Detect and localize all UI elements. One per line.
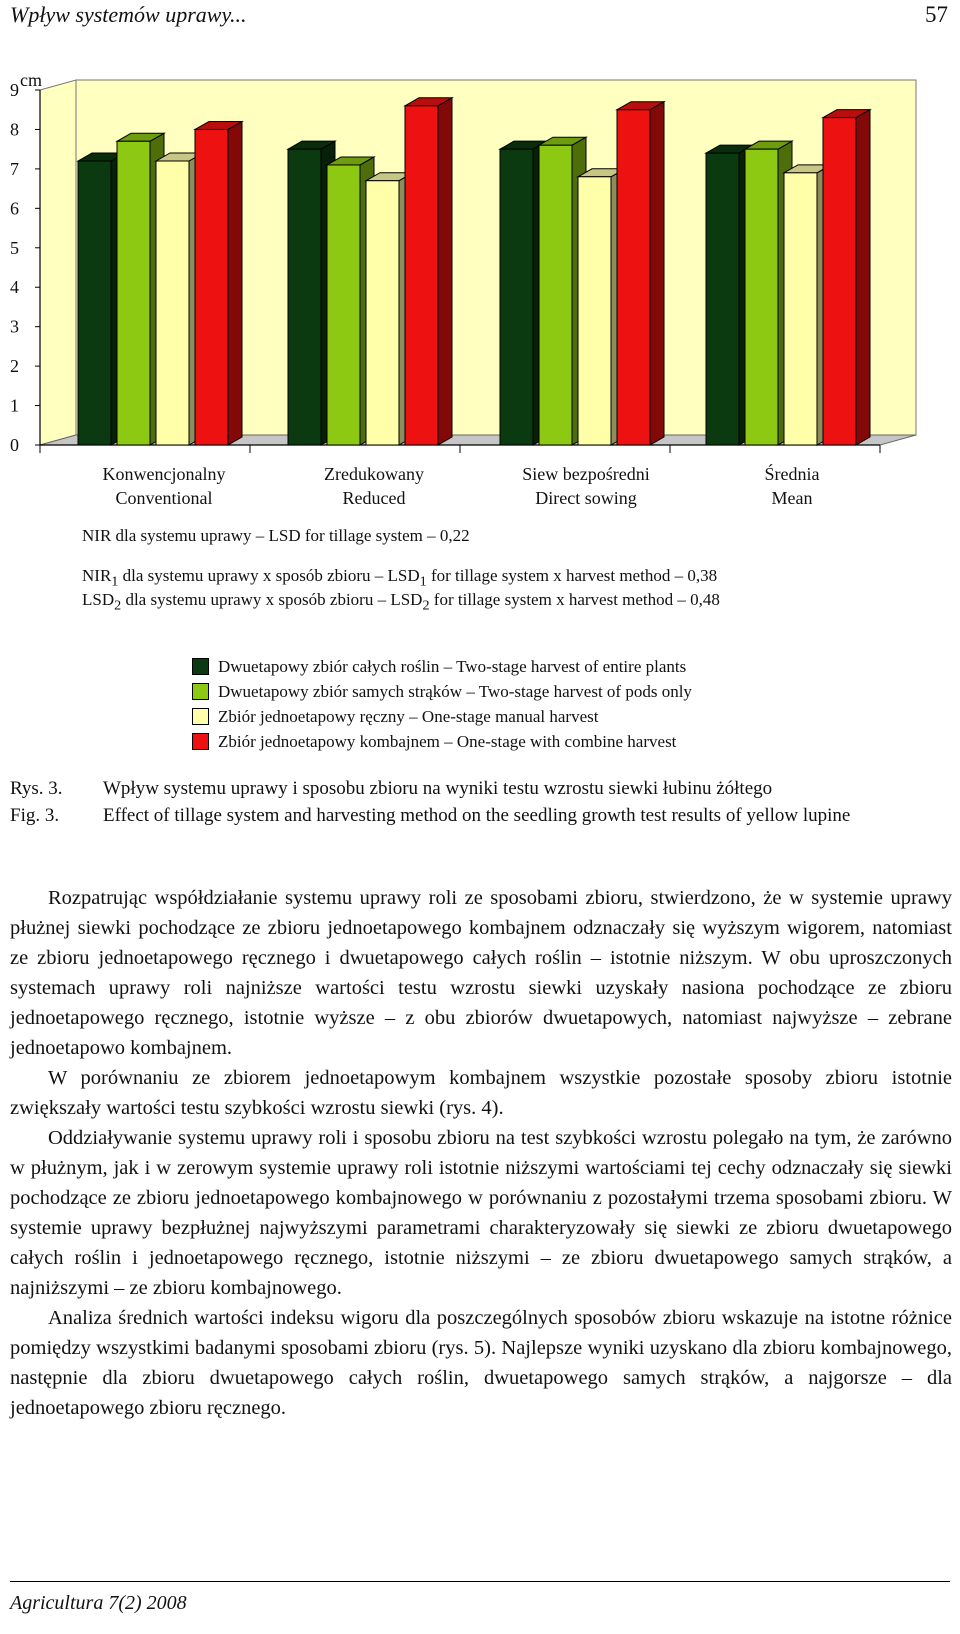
legend-label: Zbiór jednoetapowy ręczny – One-stage manual harvest [218, 707, 599, 726]
bar-side [228, 121, 242, 445]
figure-3 [0, 62, 960, 762]
legend-swatch [192, 658, 209, 675]
y-unit-label: cm [20, 70, 42, 90]
y-tick-label: 4 [10, 277, 19, 298]
paragraph-1: Rozpatrując współdziałanie systemu uprawy roli ze sposobami zbioru, stwierdzono, że w systemie uprawy płużnej siewki pochodzące ze zbioru jednoetapowego kombajnem odznaczały się wyższym wigorem, natomiast ze zbioru jednoetapowego ręcznego i dwuetapowego całych roślin – istotnie niższym. W obu uproszczonych systemach uprawy roli najniższe wartości testu wzrostu siewki uzyskały nasiona pochodzące ze zbioru jednoetapowego ręcznego, istotnie wyższe – z obu zbiorów dwuetapowych, natomiast najwyższe – zebrane jednoetapowo kombajnem. [10, 887, 952, 1059]
bar-1-2 [117, 141, 150, 445]
caption-en [10, 803, 955, 857]
bar-2-3 [366, 181, 399, 445]
page-header [10, 0, 948, 30]
caption-pl [10, 776, 955, 802]
caption-en-text: Effect of tillage system and harvesting method on the seedling growth test results of yellow lupine [103, 805, 851, 826]
y-tick-label: 1 [10, 395, 19, 416]
y-tick-label: 0 [10, 435, 19, 455]
lsd-line-2: $NIR_1$ dla systemu uprawy x sposób zbioru – $LSD_1$ for tillage system x harvest method – 0,38 [82, 566, 718, 590]
category-label-pl: Średnia [764, 464, 820, 484]
bar-4-1 [706, 153, 739, 445]
body-text [10, 883, 952, 1423]
y-tick-label: 9 [10, 80, 19, 100]
legend-swatch [192, 708, 209, 725]
bar-1-4 [195, 129, 228, 445]
bar-side [438, 98, 452, 445]
caption-pl-text: Wpływ systemu uprawy i sposobu zbioru na wyniki testu wzrostu siewki łubinu żółtego [103, 778, 773, 799]
y-tick-label: 8 [10, 119, 19, 140]
plot-side-wall [40, 80, 76, 445]
y-tick-label: 5 [10, 237, 19, 258]
paragraph-2: W porównaniu ze zbiorem jednoetapowym kombajnem wszystkie pozostałe sposoby zbioru istotnie zwiększały wartości testu szybkości wzrostu siewki (rys. 4). [10, 1067, 952, 1119]
lsd-line-3: $LSD_2$ dla systemu uprawy x sposób zbioru – $LSD_2$ for tillage system x harvest method – 0,48 [82, 590, 720, 614]
bar-4-3 [784, 173, 817, 445]
footer-rule [10, 1581, 950, 1582]
bar-side [856, 110, 870, 445]
bar-2-2 [327, 165, 360, 445]
paragraph-4: Analiza średnich wartości indeksu wigoru dla poszczególnych sposobów zbioru wskazuje na istotne różnice pomiędzy wszystkimi badanymi sposobami zbioru (rys. 5). Najlepsze wyniki uzyskano dla zbioru kombajnowego, następnie dla zbioru dwuetapowego całych roślin, dwuetapowego samych strąków, a najgorsze – dla jednoetapowego zbioru ręcznego. [10, 1307, 952, 1419]
category-label-en: Direct sowing [535, 488, 637, 508]
running-title: Wpływ systemów uprawy... [10, 2, 247, 27]
bar-side [650, 102, 664, 445]
legend-swatch [192, 683, 209, 700]
bar-1-1 [78, 161, 111, 445]
bar-1-3 [156, 161, 189, 445]
category-label-en: Reduced [342, 488, 406, 508]
y-tick-label: 2 [10, 356, 19, 377]
bar-4-2 [745, 149, 778, 445]
category-label-en: Mean [771, 488, 813, 508]
bar-3-3 [578, 177, 611, 445]
bar-4-4 [823, 118, 856, 445]
bar-2-1 [288, 149, 321, 445]
legend-label: Dwuetapowy zbiór samych strąków – Two-stage harvest of pods only [218, 682, 692, 701]
y-tick-label: 6 [10, 198, 19, 219]
page-number: 57 [925, 2, 948, 27]
paragraph-3: Oddziaływanie systemu uprawy roli i sposobu zbioru na test szybkości wzrostu polegało na tym, że zarówno w płużnym, jak i w zerowym systemie uprawy roli istotnie niższymi wartościami tej cechy odznaczały się siewki pochodzące ze zbioru jednoetapowego kombajnowego w porównaniu z pozostałymi trzema sposobami zbioru. W systemie uprawy bezpłużnej najwyższymi parametrami charakteryzowały się siewki ze zbioru dwuetapowego całych roślin i jednoetapowego ręcznego, istotnie niższymi – ze zbioru dwuetapowego samych strąków, a najniższymi – ze zbioru kombajnowego. [10, 1127, 952, 1299]
lsd-line-1: NIR dla systemu uprawy – LSD for tillage system – 0,22 [82, 526, 470, 545]
bar-3-4 [617, 110, 650, 445]
journal-footer: Agricultura 7(2) 2008 [10, 1592, 187, 1614]
y-tick-label: 7 [10, 158, 19, 179]
bar-3-2 [539, 145, 572, 445]
category-label-en: Conventional [115, 488, 213, 508]
legend-swatch [192, 733, 209, 750]
bar-3-1 [500, 149, 533, 445]
bar-2-4 [405, 106, 438, 445]
caption-en-key: Fig. 3. [10, 805, 60, 826]
caption-pl-key: Rys. 3. [10, 778, 63, 799]
category-label-pl: Siew bezpośredni [522, 464, 650, 484]
y-tick-label: 3 [10, 316, 19, 337]
category-label-pl: Zredukowany [324, 464, 424, 484]
legend-label: Dwuetapowy zbiór całych roślin – Two-stage harvest of entire plants [218, 657, 687, 676]
legend-label: Zbiór jednoetapowy kombajnem – One-stage with combine harvest [218, 732, 677, 751]
category-label-pl: Konwencjonalny [102, 464, 226, 484]
